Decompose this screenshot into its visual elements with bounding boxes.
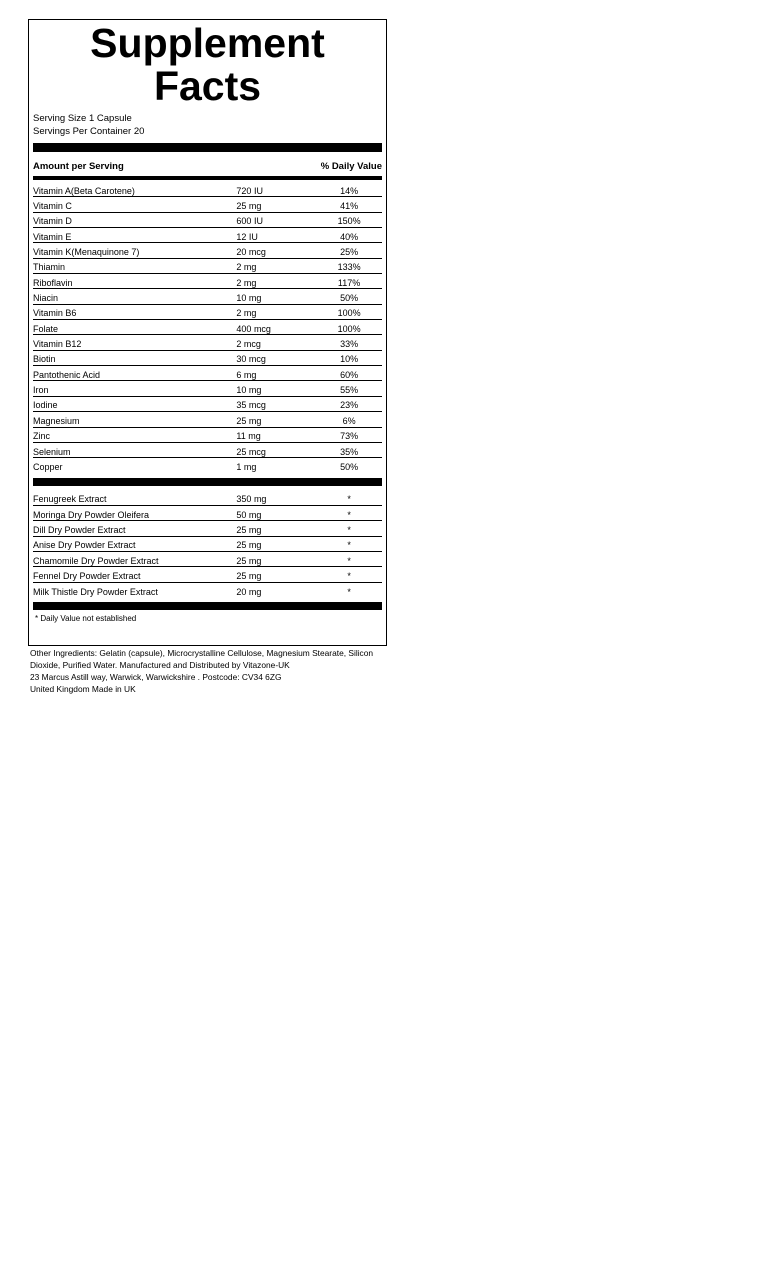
table-row <box>33 458 382 473</box>
nutrient-amount: 30 mcg <box>236 354 266 365</box>
table-row <box>33 491 382 506</box>
nutrient-dv: 150% <box>337 216 361 227</box>
nutrient-name: Magnesium <box>33 415 80 426</box>
daily-value-header: % Daily Value <box>320 161 382 172</box>
panel-title <box>33 22 382 108</box>
nutrient-amount: 2 mg <box>236 308 257 319</box>
serving-size: Serving Size 1 Capsule <box>33 113 132 124</box>
serving-info <box>33 112 382 138</box>
header-divider <box>33 176 382 180</box>
nutrient-dv: 100% <box>337 323 361 334</box>
nutrient-dv: 60% <box>340 369 359 380</box>
nutrient-dv: * <box>347 524 351 535</box>
other-ingredients-line: 23 Marcus Astill way, Warwick, Warwickshire . Postcode: CV34 6ZG <box>30 671 282 682</box>
nutrient-dv: 35% <box>340 446 359 457</box>
nutrient-amount: 2 mg <box>236 262 257 273</box>
table-row <box>33 351 382 366</box>
nutrient-name: Anise Dry Powder Extract <box>33 540 136 551</box>
nutrient-name: Milk Thistle Dry Powder Extract <box>33 586 158 597</box>
nutrient-name: Iron <box>33 385 49 396</box>
other-ingredients-line: United Kingdom Made in UK <box>30 683 136 694</box>
other-ingredients-line: Dioxide, Purified Water. Manufactured and Distributed by Vitazone-UK <box>30 659 290 670</box>
table-row <box>33 335 382 350</box>
other-ingredients <box>30 648 380 696</box>
nutrient-amount: 25 mg <box>236 540 262 551</box>
supplement-facts-panel <box>28 19 387 646</box>
nutrient-amount: 35 mcg <box>236 400 266 411</box>
nutrient-amount: 600 IU <box>236 216 263 227</box>
table-row <box>33 567 382 582</box>
nutrient-dv: 6% <box>342 415 356 426</box>
nutrient-name: Vitamin C <box>33 201 72 212</box>
title-line-1: Supplement <box>90 20 325 66</box>
nutrient-amount: 6 mg <box>236 369 257 380</box>
nutrient-name: Chamomile Dry Powder Extract <box>33 555 159 566</box>
nutrient-name: Vitamin A(Beta Carotene) <box>33 185 135 196</box>
nutrient-amount: 10 mg <box>236 385 262 396</box>
nutrient-dv: 41% <box>340 201 359 212</box>
nutrient-name: Thiamin <box>33 262 66 273</box>
nutrient-amount: 25 mg <box>236 415 262 426</box>
nutrient-dv: 133% <box>337 262 361 273</box>
table-row <box>33 274 382 289</box>
nutrient-dv: * <box>347 570 351 581</box>
nutrient-name: Riboflavin <box>33 277 73 288</box>
nutrient-dv: * <box>347 555 351 566</box>
table-row <box>33 259 382 274</box>
footnote: * Daily Value not established <box>35 613 137 623</box>
nutrient-dv: 23% <box>340 400 359 411</box>
table-row <box>33 552 382 567</box>
nutrient-name: Fennel Dry Powder Extract <box>33 570 141 581</box>
nutrient-dv: * <box>347 509 351 520</box>
nutrient-dv: 33% <box>340 339 359 350</box>
nutrient-dv: 14% <box>340 185 359 196</box>
table-row <box>33 412 382 427</box>
table-row <box>33 366 382 381</box>
nutrient-name: Folate <box>33 323 59 334</box>
column-header <box>33 152 382 172</box>
nutrient-dv: * <box>347 494 351 505</box>
table-row <box>33 583 382 598</box>
nutrient-name: Iodine <box>33 400 58 411</box>
nutrient-amount: 720 IU <box>236 185 263 196</box>
nutrient-name: Vitamin B6 <box>33 308 77 319</box>
nutrient-name: Moringa Dry Powder Oleifera <box>33 509 150 520</box>
nutrient-amount: 20 mg <box>236 586 262 597</box>
nutrient-amount: 10 mg <box>236 293 262 304</box>
table-row <box>33 197 382 212</box>
nutrient-amount: 12 IU <box>236 231 258 242</box>
nutrient-amount: 25 mg <box>236 201 262 212</box>
table-row <box>33 428 382 443</box>
nutrient-dv: * <box>347 540 351 551</box>
nutrient-amount: 1 mg <box>236 462 257 473</box>
nutrient-dv: 100% <box>337 308 361 319</box>
nutrient-dv: 25% <box>340 247 359 258</box>
servings-per-container: Servings Per Container 20 <box>33 126 145 137</box>
table-row <box>33 320 382 335</box>
nutrient-amount: 25 mg <box>236 570 262 581</box>
title-line-2: Facts <box>153 63 262 109</box>
nutrient-dv: 55% <box>340 385 359 396</box>
nutrient-name: Copper <box>33 462 63 473</box>
table-row <box>33 443 382 458</box>
other-ingredients-line: Other Ingredients: Gelatin (capsule), Microcrystalline Cellulose, Magnesium Stearate, Silicon <box>30 648 374 658</box>
nutrient-dv: 73% <box>340 431 359 442</box>
table-row <box>33 228 382 243</box>
nutrient-name: Vitamin B12 <box>33 339 82 350</box>
thick-divider <box>33 143 382 152</box>
bottom-divider <box>33 602 382 610</box>
nutrient-amount: 20 mcg <box>236 247 266 258</box>
nutrient-amount: 25 mg <box>236 524 262 535</box>
nutrient-amount: 400 mcg <box>236 323 271 334</box>
nutrient-dv: 10% <box>340 354 359 365</box>
nutrient-dv: 117% <box>337 277 361 288</box>
table-row <box>33 506 382 521</box>
nutrient-name: Pantothenic Acid <box>33 369 101 380</box>
nutrient-dv: 50% <box>340 462 359 473</box>
nutrient-dv: 40% <box>340 231 359 242</box>
nutrient-amount: 50 mg <box>236 509 262 520</box>
vitamin-list <box>33 182 382 474</box>
nutrient-name: Dill Dry Powder Extract <box>33 524 126 535</box>
table-row <box>33 381 382 396</box>
table-row <box>33 182 382 197</box>
nutrient-dv: 50% <box>340 293 359 304</box>
table-row <box>33 397 382 412</box>
nutrient-name: Vitamin D <box>33 216 72 227</box>
amount-per-serving-header: Amount per Serving <box>33 161 124 172</box>
table-row <box>33 521 382 536</box>
nutrient-name: Biotin <box>33 354 56 365</box>
table-row <box>33 537 382 552</box>
table-row <box>33 213 382 228</box>
nutrient-name: Zinc <box>33 431 51 442</box>
table-row <box>33 289 382 304</box>
nutrient-amount: 2 mg <box>236 277 257 288</box>
nutrient-name: Vitamin K(Menaquinone 7) <box>33 247 140 258</box>
nutrient-dv: * <box>347 586 351 597</box>
herbal-list <box>33 491 382 598</box>
nutrient-amount: 2 mcg <box>236 339 261 350</box>
nutrient-amount: 350 mg <box>236 494 267 505</box>
nutrient-name: Vitamin E <box>33 231 72 242</box>
nutrient-amount: 25 mcg <box>236 446 266 457</box>
nutrient-amount: 25 mg <box>236 555 262 566</box>
nutrient-amount: 11 mg <box>236 431 261 442</box>
table-row <box>33 305 382 320</box>
table-row <box>33 243 382 258</box>
nutrient-name: Fenugreek Extract <box>33 494 107 505</box>
nutrient-name: Niacin <box>33 293 59 304</box>
nutrient-name: Selenium <box>33 446 71 457</box>
section-divider <box>33 478 382 486</box>
